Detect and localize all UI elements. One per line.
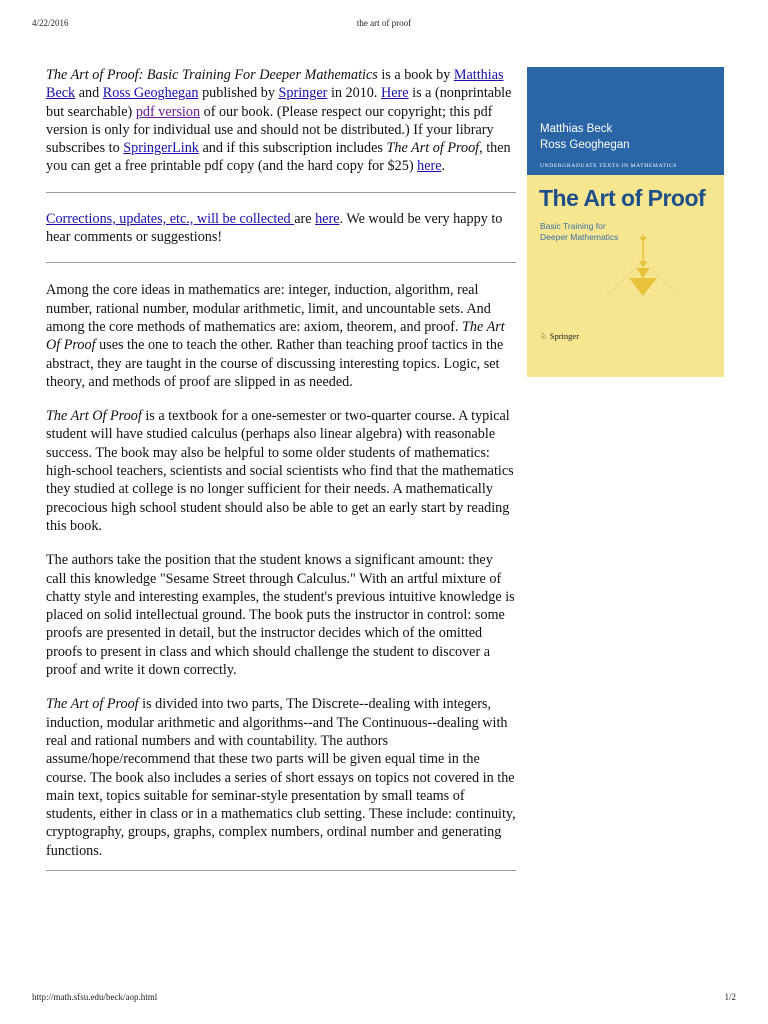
print-page-number: 1/2 [724,992,736,1002]
body-paragraph-1: Among the core ideas in mathematics are: integer, induction, algorithm, real number, rational number, modular arithmetic, limit, and uncountable sets. And among the core methods of mathematics are: axiom, theorem, and proof. The Art Of Proof uses the one to teach the other. Rather than teaching proof tactics in the abstract, they are taught in the course of discussing interesting topics. Logic, set theory, and methods of proof are slipped in as needed. [46,282,505,390]
divider [46,262,516,263]
print-header [32,18,736,32]
corrections-paragraph: Corrections, updates, etc., will be collected are here. We would be very happy to hear comments or suggestions! [46,210,503,246]
corrections-here-link[interactable]: here [315,210,340,227]
pdf-version-link[interactable]: pdf version [135,103,201,120]
cover-publisher: ♘ Springer [540,331,580,341]
print-url: http://math.sfsu.edu/beck/aop.html [32,992,158,1002]
body-paragraph-4: The Art of Proof is divided into two parts, The Discrete--dealing with integers, induction, modular arithmetic and algorithms--and The Continuous--dealing with real and rational numbers and with countability. The authors assume/hope/recommend that these two parts will be given equal time in the course. The book also includes a series of short essays on topics not covered in the main text, topics suitable for seminar-style presentation by small teams of students, either in class or in a mathematics club setting. These include: continuity, cryptography, groups, graphs, complex numbers, ordinal number and generating functions. [46,696,516,859]
cover-series: UNDERGRADUATE TEXTS IN MATHEMATICS [540,163,677,169]
springer-horse-icon: ♘ [540,331,548,341]
print-date: 4/22/2016 [32,18,69,28]
cover-subtitle: Basic Training for Deeper Mathematics [540,221,619,242]
author-link-beck[interactable]: Matthias Beck [46,67,504,102]
publisher-link[interactable]: Springer [278,85,328,102]
cover-authors: Matthias Beck Ross Geoghegan [540,123,630,151]
here-link-pdf[interactable]: Here [381,85,409,102]
divider [46,870,516,871]
triangle-icon [607,230,679,300]
body-paragraph-2: The Art Of Proof is a textbook for a one-semester or two-quarter course. A typical student will have studied calculus (perhaps also linear algebra) with reasonable success. The book may also be helpful to some older students of mathematics: high-school teachers, scientists and social scientists who find that the mathematics they studied at college is no longer sufficient for their needs. A mathematically precocious high school student should also be able to get an early start by reading this book. [46,408,514,534]
book-title: The Art of Proof: Basic Training For Deeper Mathematics [46,67,378,83]
print-page-title: the art of proof [356,18,412,28]
body-paragraph-3: The authors take the position that the student knows a significant amount: they call this knowledge "Sesame Street through Calculus." With an artful mixture of chatty style and interesting examples, the student's previous intuitive knowledge is placed on solid intellectual ground. The book puts the instructor in control: some proofs are presented in detail, but the instructor decides which of the omitted proofs to present in class and which should challenge the student to discover a proof and write it down correctly. [46,552,515,679]
here-link-purchase[interactable]: here [417,158,442,175]
corrections-link[interactable]: Corrections, updates, etc., will be collected [46,210,295,227]
divider [46,192,516,193]
author-link-geoghegan[interactable]: Ross Geoghegan [102,85,199,102]
cover-title: The Art of Proof [539,185,706,211]
springerlink-link[interactable]: SpringerLink [123,140,199,157]
main-content [46,66,516,871]
print-footer [32,992,736,1006]
book-cover-image [527,67,724,377]
intro-paragraph: The Art of Proof: Basic Training For Deeper Mathematics is a book by Matthias Beck and Ross Geoghegan published by Springer in 2010. Here is a (nonprintable but searchable) pdf version of our book. (Please respect our copyright; this pdf version is only for individual use and should not be distributed.) If your library subscribes to SpringerLink and if this subscription includes The Art of Proof, then you can get a free printable pdf copy (and the hard copy for $25) here. [46,67,512,175]
